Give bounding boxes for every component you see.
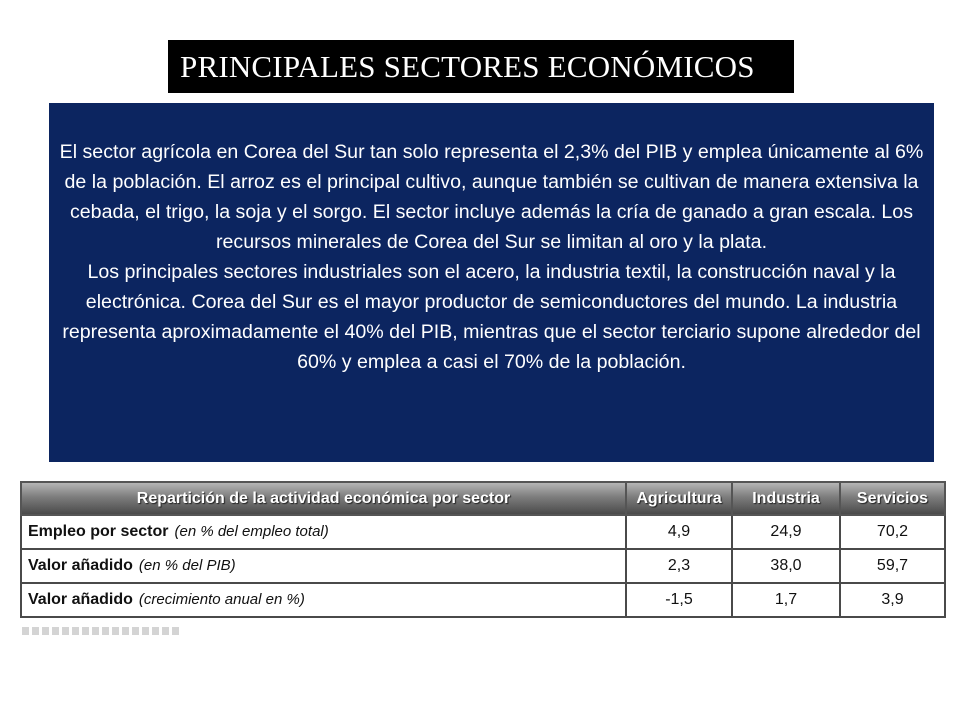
description-panel (49, 103, 934, 462)
cell-agricultura: -1,5 (626, 583, 732, 617)
row-note: (crecimiento anual en %) (138, 591, 305, 608)
table-row (21, 549, 945, 583)
sector-table (20, 481, 946, 618)
cell-servicios: 3,9 (840, 583, 945, 617)
cell-agricultura: 4,9 (626, 515, 732, 549)
table-header-row (21, 482, 945, 515)
header-industria: Industria (732, 482, 840, 515)
row-label-cell (21, 549, 626, 583)
row-label-cell (21, 515, 626, 549)
cell-agricultura: 2,3 (626, 549, 732, 583)
row-label: Valor añadido (28, 557, 133, 574)
row-label-cell (21, 583, 626, 617)
header-servicios: Servicios (840, 482, 945, 515)
cell-servicios: 59,7 (840, 549, 945, 583)
row-label: Valor añadido (28, 591, 133, 608)
row-label: Empleo por sector (28, 523, 169, 540)
table-row (21, 583, 945, 617)
cell-industria: 24,9 (732, 515, 840, 549)
source-caption-cropped (22, 627, 182, 635)
page-title: PRINCIPALES SECTORES ECONÓMICOS (180, 48, 755, 84)
table-row (21, 515, 945, 549)
cell-industria: 1,7 (732, 583, 840, 617)
row-note: (en % del empleo total) (174, 523, 329, 540)
paragraph-industry: Los principales sectores industriales son el acero, la industria textil, la construcción naval y la electrónica. Corea del Sur es el mayor productor de semiconductores del mundo. La industria representa aproximadamente el 40% del PIB, mientras que el sector terciario supone alrededor del 60% y emplea a casi el 70% de la población. (62, 261, 921, 373)
header-repartition: Repartición de la actividad económica por sector (21, 482, 626, 515)
header-agricultura: Agricultura (626, 482, 732, 515)
cell-industria: 38,0 (732, 549, 840, 583)
cell-servicios: 70,2 (840, 515, 945, 549)
sector-table-container (20, 481, 944, 618)
row-note: (en % del PIB) (138, 557, 236, 574)
title-banner (168, 40, 794, 93)
paragraph-agriculture: El sector agrícola en Corea del Sur tan solo representa el 2,3% del PIB y emplea únicamente al 6% de la población. El arroz es el principal cultivo, aunque también se cultivan de manera extensiva la cebada, el trigo, la soja y el sorgo. El sector incluye además la cría de ganado a gran escala. Los recursos minerales de Corea del Sur se limitan al oro y la plata. (59, 141, 924, 253)
